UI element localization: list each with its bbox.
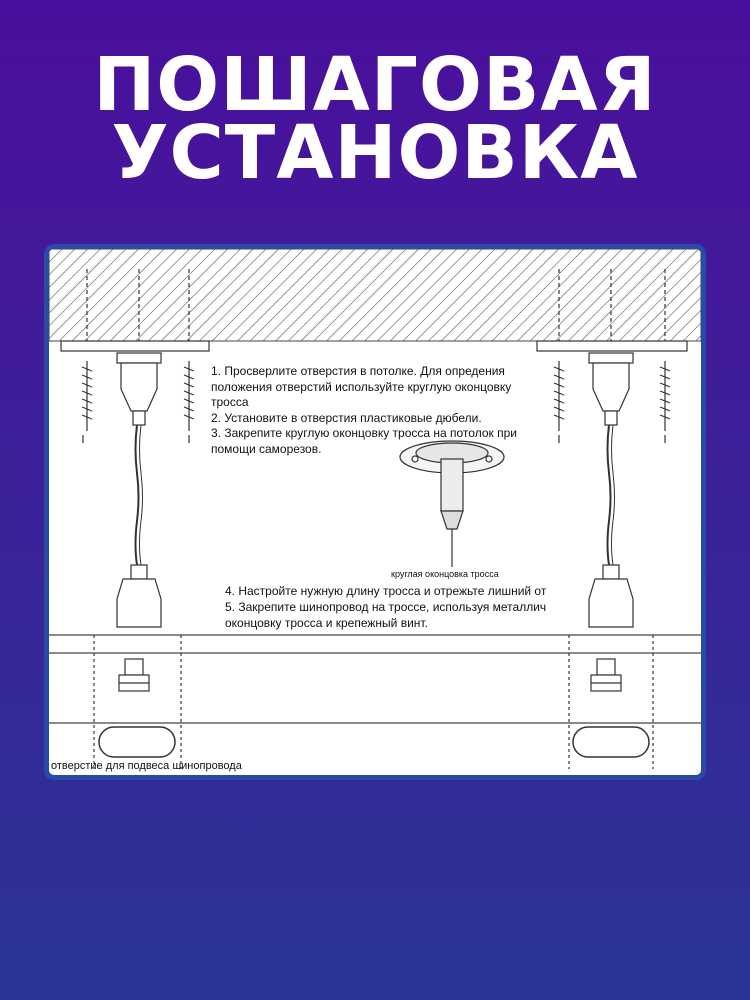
ceiling-hatch <box>49 249 701 341</box>
step-1-line-3: тросса <box>211 395 249 409</box>
step-2: 2. Установите в отверстия пластиковые дюбели. <box>211 411 482 425</box>
installation-diagram-card <box>44 244 706 780</box>
rail-fastening-screws <box>119 659 621 691</box>
step-3-line-1: 3. Закрепите круглую оконцовку тросса на потолок при <box>211 426 517 440</box>
rail-hole-label: отверстие для подвеса шинопровода <box>51 760 242 772</box>
step-5-line-1: 5. Закрепите шинопровод на троссе, используя металлич <box>225 600 547 614</box>
step-1-line-1: 1. Просверлите отверстия в потолке. Для опредения <box>211 364 505 378</box>
round-cable-end-illustration <box>400 441 504 567</box>
step-3-line-2: помощи саморезов. <box>211 442 322 456</box>
page-title-line-1: ПОШАГОВАЯ <box>93 42 657 128</box>
installation-diagram <box>49 249 701 775</box>
step-5-line-2: оконцовку тросса и крепежный винт. <box>225 616 428 630</box>
step-4: 4. Настройте нужную длину тросса и отрежьте лишний от <box>225 584 547 598</box>
round-end-label: круглая оконцовка тросса <box>391 569 499 579</box>
step-1-line-2: положения отверстий используйте круглую оконцовку <box>211 380 512 394</box>
page-title-line-2: УСТАНОВКА <box>111 110 639 196</box>
